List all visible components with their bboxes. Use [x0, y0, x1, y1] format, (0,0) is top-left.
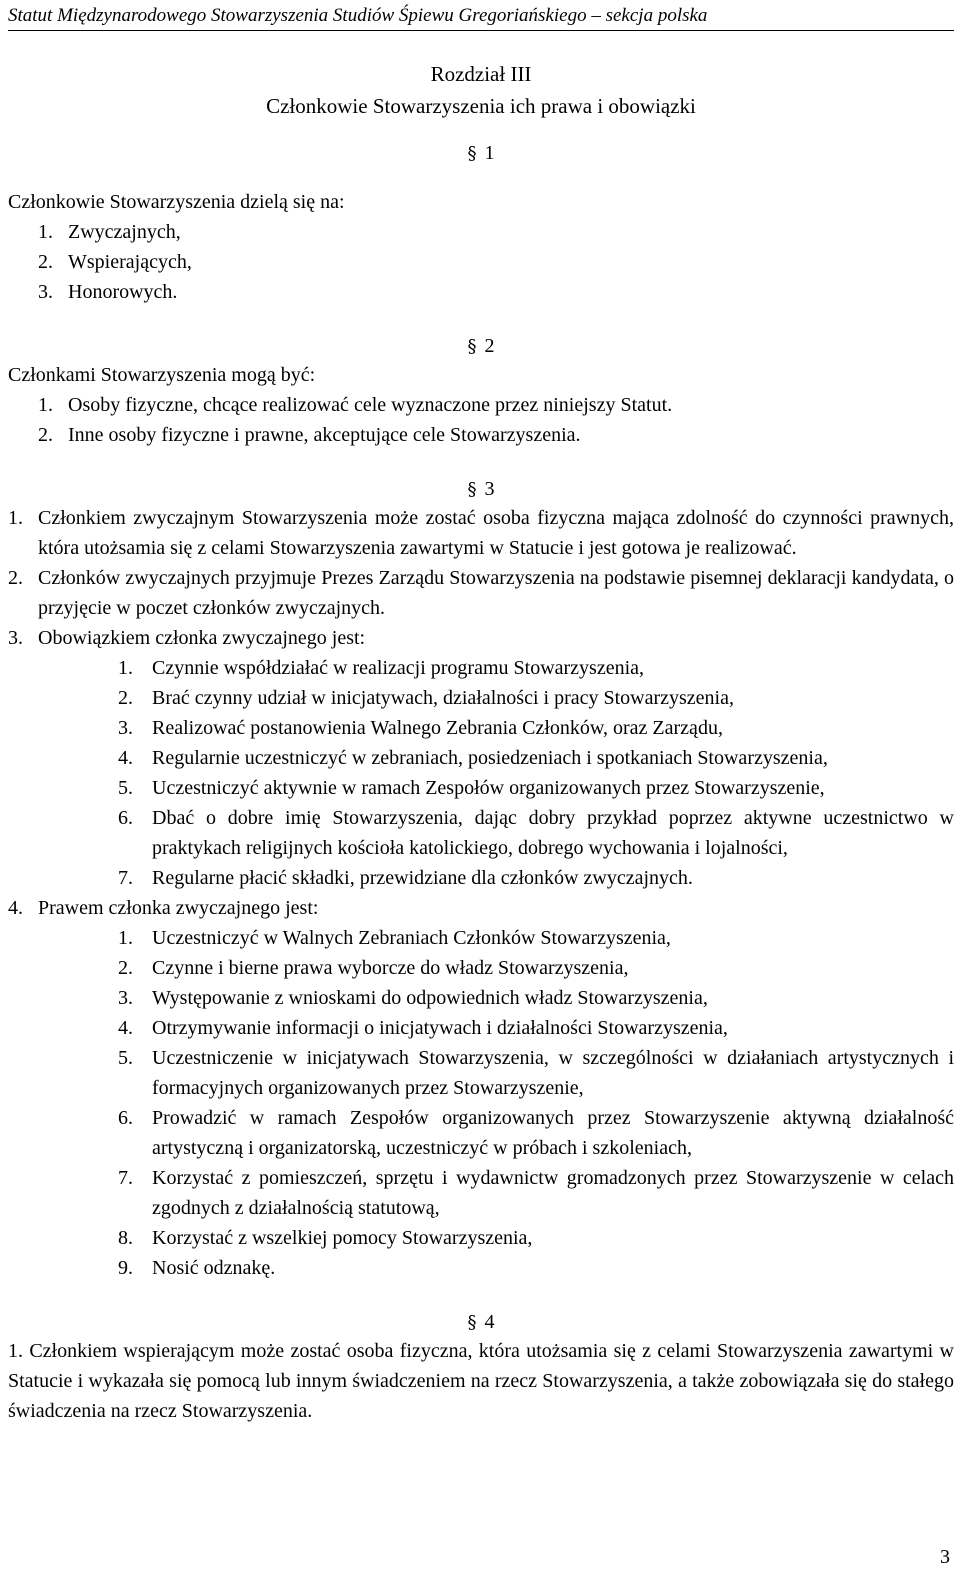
list-item: 2. Członków zwyczajnych przyjmuje Prezes Zarządu Stowarzyszenia na podstawie pisemnej deklaracji kandydata, o przyjęcie w poczet członków zwyczajnych.: [8, 567, 954, 619]
list-item: 7. Regularne płacić składki, przewidziane dla członków zwyczajnych.: [118, 867, 693, 889]
section-number: 4: [484, 1311, 495, 1333]
section-3-list-cont: [8, 893, 954, 923]
list-item: 3. Obowiązkiem członka zwyczajnego jest:: [8, 627, 366, 649]
list-item: 4. Regularnie uczestniczyć w zebraniach, posiedzeniach i spotkaniach Stowarzyszenia,: [118, 747, 828, 769]
section-number: 1: [484, 142, 495, 164]
chapter-title: Rozdział III: [430, 62, 532, 86]
duties-list: [8, 653, 954, 893]
section-4-heading: [8, 1309, 954, 1336]
section-number: 3: [484, 478, 495, 500]
list-item: 3. Występowanie z wnioskami do odpowiednich władz Stowarzyszenia,: [118, 987, 708, 1009]
section-2-intro: Członkami Stowarzyszenia mogą być:: [8, 364, 316, 386]
section-number: 2: [484, 335, 495, 357]
section-2-heading: [8, 333, 954, 360]
section-sign-icon: §: [467, 479, 477, 500]
list-item: 6. Prowadzić w ramach Zespołów organizowanych przez Stowarzyszenie aktywną działalność artystyczną i organizatorską, uczestniczyć w próbach i szkoleniach,: [118, 1107, 954, 1159]
list-item: 2. Brać czynny udział w inicjatywach, działalności i pracy Stowarzyszenia,: [118, 687, 734, 709]
document-body: [8, 58, 954, 1426]
section-3-heading: [8, 476, 954, 503]
running-header: Statut Międzynarodowego Stowarzyszenia Studiów Śpiewu Gregoriańskiego – sekcja polska: [8, 4, 954, 31]
list-item: 4. Prawem członka zwyczajnego jest:: [8, 897, 319, 919]
list-item: 5. Uczestniczyć aktywnie w ramach Zespołów organizowanych przez Stowarzyszenie,: [118, 777, 825, 799]
list-item: 1. Czynnie współdziałać w realizacji programu Stowarzyszenia,: [118, 657, 645, 679]
chapter-heading: [8, 58, 954, 122]
section-2-list: [8, 390, 954, 450]
section-4-paragraph: 1. Członkiem wspierającym może zostać osoba fizyczna, która utożsamia się z celami Stowarzyszenia zawartymi w Statucie i wykazała się pomocą lub innym świadczeniem na rzecz Stowarzyszenia, a także zobowiązała się do stałego świadczenia na rzecz Stowarzyszenia.: [8, 1340, 955, 1422]
chapter-subtitle: Członkowie Stowarzyszenia ich prawa i obowiązki: [266, 94, 696, 118]
list-item: 3. Honorowych.: [38, 281, 178, 303]
list-item: 1. Członkiem zwyczajnym Stowarzyszenia może zostać osoba fizyczna mająca zdolność do czynności prawnych, która utożsamia się z celami Stowarzyszenia zawartymi w Statucie i jest gotowa je realizować.: [8, 507, 954, 559]
list-item: 3. Realizować postanowienia Walnego Zebrania Członków, oraz Zarządu,: [118, 717, 723, 739]
list-item: 4. Otrzymywanie informacji o inicjatywach i działalności Stowarzyszenia,: [118, 1017, 728, 1039]
list-item: 2. Inne osoby fizyczne i prawne, akceptujące cele Stowarzyszenia.: [38, 424, 581, 446]
list-item: 2. Wspierających,: [38, 251, 192, 273]
list-item: 1. Uczestniczyć w Walnych Zebraniach Członków Stowarzyszenia,: [118, 927, 671, 949]
list-item: 5. Uczestniczenie w inicjatywach Stowarzyszenia, w szczególności w działaniach artystycznych i formacyjnych organizowanych przez Stowarzyszenie,: [118, 1047, 954, 1099]
section-sign-icon: §: [467, 143, 477, 164]
list-item: 2. Czynne i bierne prawa wyborcze do władz Stowarzyszenia,: [118, 957, 629, 979]
list-item: 1. Osoby fizyczne, chcące realizować cele wyznaczone przez niniejszy Statut.: [38, 394, 673, 416]
list-item: 6. Dbać o dobre imię Stowarzyszenia, dając dobry przykład poprzez aktywne uczestnictwo w praktykach religijnych kościoła katolickiego, dobrego wychowania i lojalności,: [118, 807, 954, 859]
page-number: 3: [940, 1546, 950, 1568]
list-item: 7. Korzystać z pomieszczeń, sprzętu i wydawnictw gromadzonych przez Stowarzyszenie w celach zgodnych z działalnością statutową,: [118, 1167, 954, 1219]
section-1-list: [8, 217, 954, 307]
list-item: 8. Korzystać z wszelkiej pomocy Stowarzyszenia,: [118, 1227, 533, 1249]
list-item: 1. Zwyczajnych,: [38, 221, 181, 243]
section-1-heading: [8, 140, 954, 167]
section-sign-icon: §: [467, 1312, 477, 1333]
section-sign-icon: §: [467, 336, 477, 357]
list-item: 9. Nosić odznakę.: [118, 1257, 276, 1279]
rights-list: [8, 923, 954, 1283]
section-1-intro: Członkowie Stowarzyszenia dzielą się na:: [8, 191, 345, 213]
section-3-list: [8, 503, 954, 653]
